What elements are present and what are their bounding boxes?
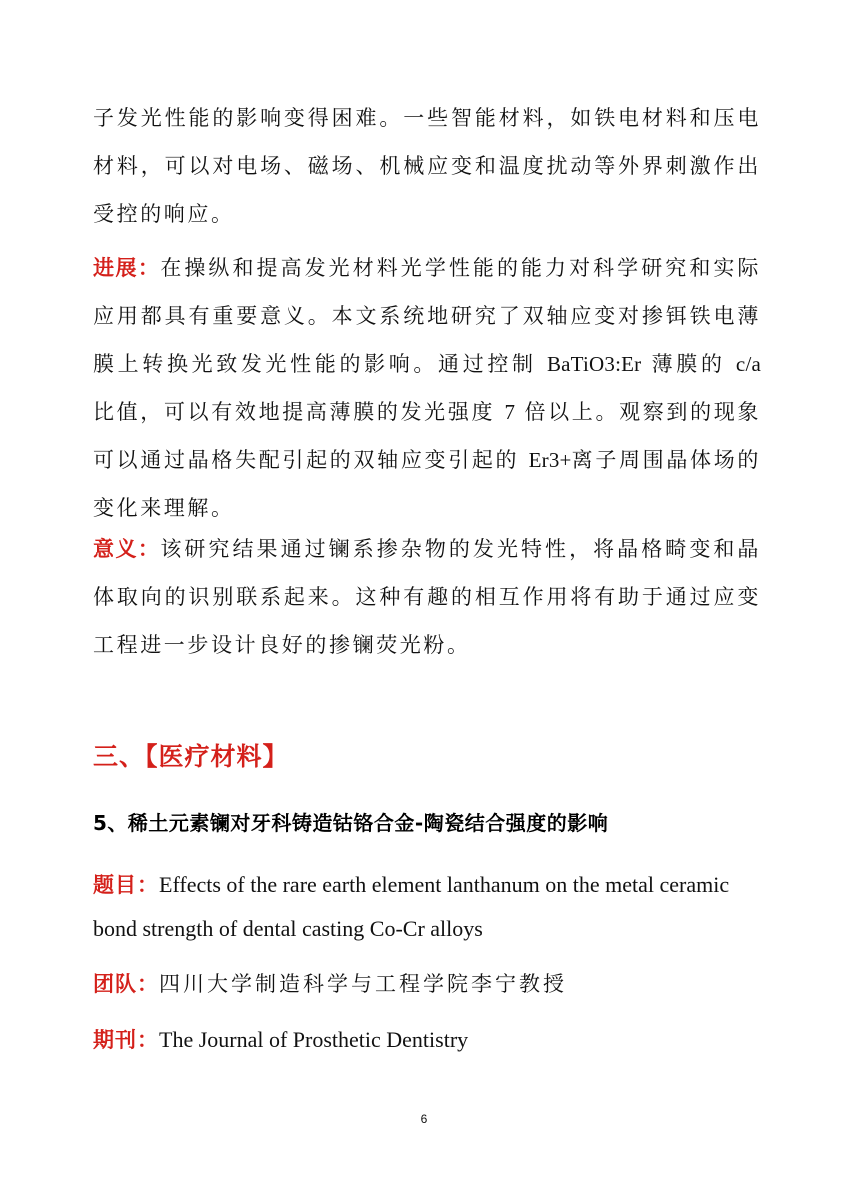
page-number: 6 — [420, 1112, 428, 1126]
progress-text-4: 倍以上。观察到的现象可以通过晶格失配引起的双轴应变引起的 — [93, 400, 761, 472]
team-row — [93, 962, 761, 1006]
section-heading: 三、【医疗材料】 — [93, 742, 289, 771]
intro-paragraph — [93, 94, 761, 238]
progress-label: 进展： — [93, 256, 161, 280]
progress-text-3: 比值，可以有效地提高薄膜的发光强度 — [93, 400, 505, 424]
intro-text: 子发光性能的影响变得困难。一些智能材料，如铁电材料和压电材料，可以对电场、磁场、机械应变和温度扰动等外界刺激作出受控的响应。 — [93, 106, 761, 226]
progress-paragraph — [93, 244, 761, 532]
progress-ion: Er3+ — [528, 448, 572, 472]
progress-text-5: 离子周围晶体场的变化来理解。 — [93, 448, 761, 520]
item-heading: 5、稀土元素镧对牙科铸造钴铬合金-陶瓷结合强度的影响 — [93, 811, 609, 835]
journal-row — [93, 1018, 761, 1062]
team-value: 四川大学制造科学与工程学院李宁教授 — [159, 972, 567, 996]
progress-text-1: 在操纵和提高发光材料光学性能的能力对科学研究和实际应用都具有重要意义。本文系统地研究了双轴应变对掺铒铁电薄膜上转换光致发光性能的影响。通过控制 — [93, 256, 762, 376]
significance-text: 该研究结果通过镧系掺杂物的发光特性，将晶格畸变和晶体取向的识别联系起来。这种有趣的相互作用将有助于通过应变工程进一步设计良好的掺镧荧光粉。 — [93, 537, 762, 657]
significance-paragraph — [93, 525, 761, 669]
journal-value: The Journal of Prosthetic Dentistry — [159, 1027, 469, 1052]
progress-formula: BaTiO3:Er — [546, 352, 642, 376]
journal-label: 期刊： — [93, 1028, 159, 1052]
title-row — [93, 863, 761, 951]
title-value: Effects of the rare earth element lanthanum on the metal ceramic bond strength of dental casting Co-Cr alloys — [93, 872, 730, 941]
title-label: 题目： — [93, 873, 159, 897]
significance-label: 意义： — [93, 537, 161, 561]
progress-text-2: 薄膜的 — [641, 352, 736, 376]
progress-ratio: c/a — [735, 352, 761, 376]
progress-factor: 7 — [504, 400, 516, 424]
team-label: 团队： — [93, 972, 159, 996]
